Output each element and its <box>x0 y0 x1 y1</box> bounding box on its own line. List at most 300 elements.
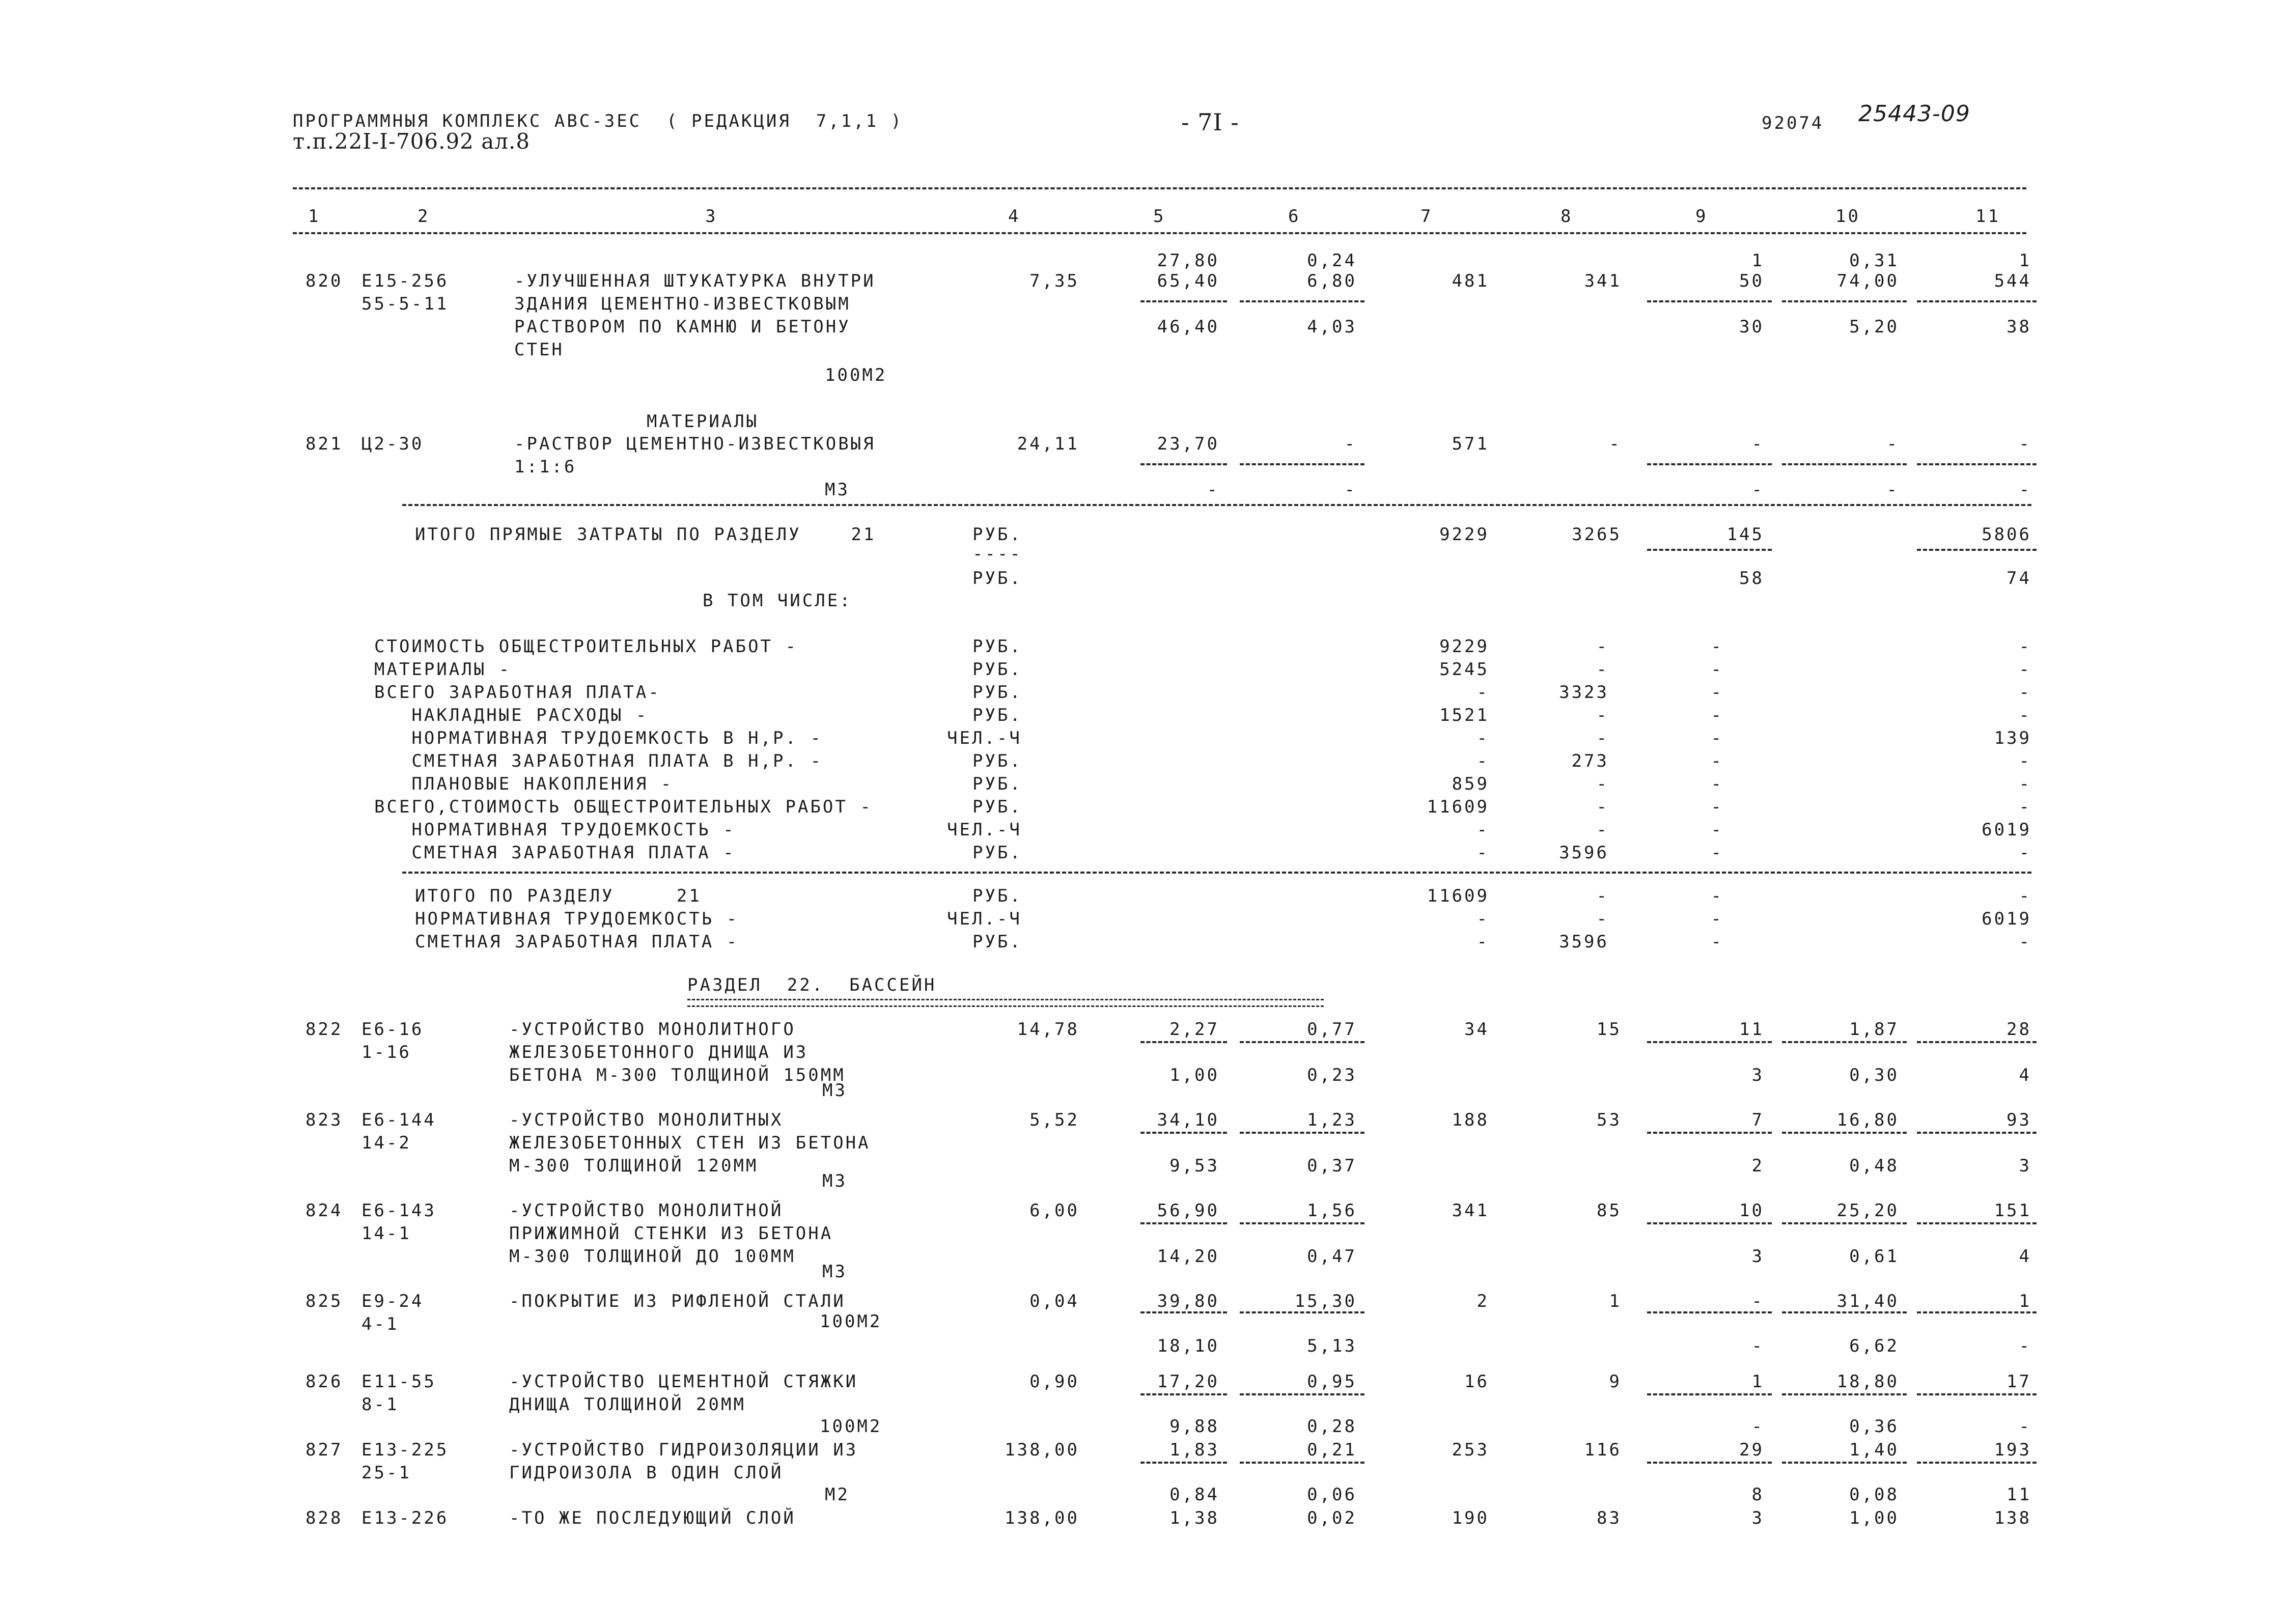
cell-c10: 31,40 <box>1836 1291 1899 1311</box>
cell-c9: - <box>1711 636 1723 657</box>
cell-c7: 481 <box>1452 271 1489 291</box>
subtotal-rule <box>1240 1462 1364 1464</box>
subtotal-rule <box>1782 1222 1907 1224</box>
cell-c11: - <box>2019 434 2031 454</box>
cell-c9: - <box>1711 886 1723 906</box>
subtotal-rule <box>1782 1132 1907 1134</box>
cell-c9: - <box>1711 843 1723 863</box>
cell-c6: 6,80 <box>1307 271 1357 291</box>
cell-c8: 273 <box>1571 751 1609 771</box>
subtotal-rule <box>1647 549 1772 551</box>
subtotal-rule <box>1782 1041 1907 1043</box>
cell-c11: - <box>2019 636 2031 657</box>
item-description: -УСТРОЙСТВО МОНОЛИТНОЙ <box>509 1200 784 1221</box>
subtotal-rule <box>1140 1222 1227 1224</box>
project-code: т.п.22I-I-706.92 ал.8 <box>293 129 531 154</box>
cell-b5: 1,00 <box>1169 1065 1219 1085</box>
cell-c11: 139 <box>1994 728 2031 748</box>
cell-c11: 193 <box>1994 1440 2031 1460</box>
total-row-unit: РУБ. <box>972 886 1022 906</box>
cell-c11: - <box>2019 682 2031 703</box>
cell-c4: 138,00 <box>1005 1440 1079 1460</box>
cell-c7: 253 <box>1452 1440 1489 1460</box>
subtotal-rule <box>1782 463 1907 465</box>
cell-c7: - <box>1476 843 1489 863</box>
cell-c4: 5,52 <box>1029 1110 1079 1130</box>
cell-c11: - <box>2019 751 2031 771</box>
cell-b9: 3 <box>1751 1065 1764 1085</box>
cell-c7: - <box>1476 820 1489 840</box>
item-subcode: 8-1 <box>361 1394 399 1415</box>
item-subcode: 4-1 <box>361 1314 399 1334</box>
cell-c5: 1,38 <box>1169 1508 1219 1528</box>
item-description: -УСТРОЙСТВО МОНОЛИТНОГО <box>509 1019 796 1040</box>
cell-b11: 4 <box>2019 1065 2031 1085</box>
cell-c10: 1,87 <box>1849 1019 1899 1040</box>
cell-c7: 16 <box>1464 1371 1489 1392</box>
cell-6-top: 0,24 <box>1307 250 1357 271</box>
item-number: 828 <box>305 1508 343 1528</box>
summary-row-unit: РУБ. <box>972 843 1022 863</box>
cell-b5: 46,40 <box>1157 317 1219 337</box>
cell-c7: 188 <box>1452 1110 1489 1130</box>
cell-b5: 0,84 <box>1169 1485 1219 1505</box>
page-number: - 7I - <box>1181 108 1239 136</box>
subtotal-rule <box>1782 1311 1907 1313</box>
subtotal-rule <box>1917 1041 2037 1043</box>
item-code: Е6-16 <box>361 1019 424 1040</box>
document-number: 92074 <box>1762 113 1824 133</box>
cell-c11: - <box>2019 886 2031 906</box>
subtotal-rule <box>1140 463 1227 465</box>
cell-c6: 0,21 <box>1307 1440 1357 1460</box>
summary-row-label: ВСЕГО,СТОИМОСТЬ ОБЩЕСТРОИТЕЛЬНЫХ РАБОТ - <box>374 797 873 817</box>
cell-c7: 11609 <box>1427 797 1489 817</box>
cell-c11: - <box>2019 705 2031 725</box>
total-row-label: НОРМАТИВНАЯ ТРУДОЕМКОСТЬ - <box>415 909 739 929</box>
cell-b11: 4 <box>2019 1246 2031 1267</box>
subtotal-rule <box>1240 1041 1364 1043</box>
cell-c11: - <box>2019 774 2031 794</box>
cell-c9: - <box>1711 774 1723 794</box>
cell-c7: - <box>1476 728 1489 748</box>
column-header-2: 2 <box>417 206 430 227</box>
cell-c8: 9 <box>1609 1371 1622 1392</box>
subtotal-rule <box>1917 463 2037 465</box>
cell-b11: - <box>2019 1416 2031 1437</box>
cell-10-top: 0,31 <box>1849 250 1899 271</box>
cell-c9: 10 <box>1739 1200 1764 1221</box>
summary-row-label: СМЕТНАЯ ЗАРАБОТНАЯ ПЛАТА В Н,Р. - <box>374 751 823 771</box>
cell-c4: 6,00 <box>1029 1200 1079 1221</box>
item-subcode: 55-5-11 <box>361 294 449 314</box>
item-unit: М3 <box>825 480 850 500</box>
subtotal-rule <box>1917 549 2037 551</box>
cell-b10: 0,36 <box>1849 1416 1899 1437</box>
cell-b10: 5,20 <box>1849 317 1899 337</box>
cell-c10: 25,20 <box>1836 1200 1899 1221</box>
cell-c8: - <box>1596 659 1609 680</box>
item-unit: 100М2 <box>820 1416 882 1437</box>
cell-c10: 1,40 <box>1849 1440 1899 1460</box>
item-number: 827 <box>305 1440 343 1460</box>
cell-c11: 17 <box>2007 1371 2031 1392</box>
subtotal-rule <box>1647 1041 1772 1043</box>
column-header-11: 11 <box>1975 206 2000 227</box>
cell-b10: - <box>1886 480 1899 500</box>
item-unit: 100М2 <box>820 1311 882 1332</box>
cell-b9: 8 <box>1751 1485 1764 1505</box>
item-description: -ПОКРЫТИЕ ИЗ РИФЛЕНОЙ СТАЛИ <box>509 1291 846 1311</box>
cell-c7: 5245 <box>1439 659 1489 680</box>
cell-c9: - <box>1751 1291 1764 1311</box>
subtotal-rule <box>1782 300 1907 302</box>
subtotal-rule <box>1140 1311 1227 1313</box>
subtotal-rule <box>1917 1222 2037 1224</box>
cell-c9: 3 <box>1751 1508 1764 1528</box>
item-description: -РАСТВОР ЦЕМЕНТНО-ИЗВЕСТКОВЫЯ <box>514 434 876 454</box>
cell-b6: - <box>1344 480 1357 500</box>
subtotal-rule <box>1782 1462 1907 1464</box>
cell-c9: - <box>1711 932 1723 952</box>
cell-c5: 23,70 <box>1157 434 1219 454</box>
item-subcode: 25-1 <box>361 1463 411 1483</box>
item-code: Е9-24 <box>361 1291 424 1311</box>
cell-c11: 544 <box>1994 271 2031 291</box>
cell-c9: - <box>1751 434 1764 454</box>
subtotal-rule <box>1240 1222 1364 1224</box>
cell-c7: - <box>1476 751 1489 771</box>
item-number: 820 <box>305 271 343 291</box>
cell-b6: 0,06 <box>1307 1485 1357 1505</box>
item-code: Е6-144 <box>361 1110 436 1130</box>
item-unit: М3 <box>822 1262 847 1282</box>
cell-b11: 38 <box>2007 317 2031 337</box>
cell-c10: 16,80 <box>1836 1110 1899 1130</box>
cell-c4: 0,04 <box>1029 1291 1079 1311</box>
summary-row-label: ПЛАНОВЫЕ НАКОПЛЕНИЯ - <box>374 774 674 794</box>
summary-row-label: НОРМАТИВНАЯ ТРУДОЕМКОСТЬ - <box>374 820 736 840</box>
subtotal-rule <box>1647 1132 1772 1134</box>
cell-b9: - <box>1751 1416 1764 1437</box>
section-rule <box>402 872 2031 874</box>
cell-c8: - <box>1596 774 1609 794</box>
cell-c6: 0,95 <box>1307 1371 1357 1392</box>
materials-heading: МАТЕРИАЛЫ <box>647 411 759 432</box>
section-title: РАЗДЕЛ 22. БАССЕЙН <box>687 975 937 995</box>
subtotal-rule <box>1240 1311 1364 1313</box>
item-number: 825 <box>305 1291 343 1311</box>
section-rule <box>402 504 2031 506</box>
summary-row-label: СМЕТНАЯ ЗАРАБОТНАЯ ПЛАТА - <box>374 843 736 863</box>
subtotal-rule <box>1140 1462 1227 1464</box>
cell-c9: - <box>1711 820 1723 840</box>
item-code: Е13-225 <box>361 1440 449 1460</box>
cell-c8: 116 <box>1584 1440 1622 1460</box>
cell-c11: 93 <box>2007 1110 2031 1130</box>
subtotal-rule <box>1647 1222 1772 1224</box>
subtotal-rule <box>1140 300 1227 302</box>
cell-b5: 14,20 <box>1157 1246 1219 1267</box>
subtotal-rule <box>1917 1132 2037 1134</box>
summary-row-unit: ЧЕЛ.-Ч <box>947 728 1022 748</box>
cell-c8: - <box>1596 636 1609 657</box>
cell-c8: 3596 <box>1559 932 1609 952</box>
cell-c11: 28 <box>2007 1019 2031 1040</box>
subtotal-rule <box>1917 1393 2037 1395</box>
cell-c7: - <box>1476 932 1489 952</box>
column-header-10: 10 <box>1835 206 1860 227</box>
item-description: -УСТРОЙСТВО МОНОЛИТНЫХ <box>509 1110 784 1130</box>
item-subcode: 14-1 <box>361 1223 411 1244</box>
item-number: 826 <box>305 1371 343 1392</box>
total-row-unit: РУБ. <box>972 932 1022 952</box>
item-code: Е11-55 <box>361 1371 436 1392</box>
subtotal-rule <box>1647 463 1772 465</box>
cell-b9: 2 <box>1751 1156 1764 1176</box>
cell-c8: - <box>1596 886 1609 906</box>
cell-b9: - <box>1751 480 1764 500</box>
item-description: М-300 ТОЛЩИНОЙ ДО 100ММ <box>509 1246 796 1267</box>
subtotal-rule <box>1647 1462 1772 1464</box>
column-header-3: 3 <box>705 206 718 227</box>
summary-title: ИТОГО ПРЯМЫЕ ЗАТРАТЫ ПО РАЗДЕЛУ 21 <box>415 524 876 545</box>
cell-c7: 9229 <box>1439 636 1489 657</box>
summary-unit: РУБ. <box>972 568 1022 589</box>
cell-c7: - <box>1476 682 1489 703</box>
cell-b11: - <box>2019 480 2031 500</box>
item-description: ЖЕЛЕЗОБЕТОННОГО ДНИЩА ИЗ <box>509 1042 809 1062</box>
cell-b6: 4,03 <box>1307 317 1357 337</box>
subtotal-rule <box>1240 1393 1364 1395</box>
cell-b10: 0,48 <box>1849 1156 1899 1176</box>
summary-subheading: В ТОМ ЧИСЛЕ: <box>703 591 852 611</box>
cell-b6: 0,47 <box>1307 1246 1357 1267</box>
item-unit: М2 <box>825 1485 850 1505</box>
cell-c6: 1,56 <box>1307 1200 1357 1221</box>
cell-c4: 7,35 <box>1029 271 1079 291</box>
item-description: ЖЕЛЕЗОБЕТОННЫХ СТЕН ИЗ БЕТОНА <box>509 1133 871 1153</box>
item-code: Е13-226 <box>361 1508 449 1528</box>
cell-c5: 2,27 <box>1169 1019 1219 1040</box>
cell-b11: 3 <box>2019 1156 2031 1176</box>
cell-c4: 24,11 <box>1017 434 1079 454</box>
summary-row-unit: РУБ. <box>972 659 1022 680</box>
cell-c11: 6019 <box>1982 909 2031 929</box>
cell-c9: - <box>1711 751 1723 771</box>
cell-c5: 34,10 <box>1157 1110 1219 1130</box>
cell-c7: 341 <box>1452 1200 1489 1221</box>
item-subcode: 14-2 <box>361 1133 411 1153</box>
subtotal-rule <box>1240 463 1364 465</box>
cell-c8: 3596 <box>1559 843 1609 863</box>
column-header-8: 8 <box>1561 206 1573 227</box>
cell-c11: - <box>2019 797 2031 817</box>
cell-b11: 74 <box>2007 568 2031 589</box>
cell-c6: 0,77 <box>1307 1019 1357 1040</box>
summary-row-label: МАТЕРИАЛЫ - <box>374 659 512 680</box>
cell-b10: 0,61 <box>1849 1246 1899 1267</box>
cell-b6: 5,13 <box>1307 1336 1357 1356</box>
cell-c11: - <box>2019 932 2031 952</box>
cell-b6: 0,23 <box>1307 1065 1357 1085</box>
cell-c9: 50 <box>1739 271 1764 291</box>
summary-row-unit: РУБ. <box>972 774 1022 794</box>
cell-c8: - <box>1596 728 1609 748</box>
cell-b9: - <box>1751 1336 1764 1356</box>
program-title: ПРОГРАММНЫЯ КОМПЛЕКС АВС-ЗЕС ( РЕДАКЦИЯ 7,1,1 ) <box>293 111 904 131</box>
item-number: 824 <box>305 1200 343 1221</box>
cell-c7: 11609 <box>1427 886 1489 906</box>
item-number: 823 <box>305 1110 343 1130</box>
summary-unit: РУБ. <box>972 524 1022 545</box>
subtotal-rule <box>1647 1311 1772 1313</box>
cell-b5: 18,10 <box>1157 1336 1219 1356</box>
cell-c9: 145 <box>1726 524 1764 545</box>
cell-c8: - <box>1609 434 1622 454</box>
item-description: ПРИЖИМНОЙ СТЕНКИ ИЗ БЕТОНА <box>509 1223 833 1244</box>
item-unit: М3 <box>822 1171 847 1191</box>
cell-c6: 0,02 <box>1307 1508 1357 1528</box>
cell-c8: - <box>1596 909 1609 929</box>
cell-b9: 3 <box>1751 1246 1764 1267</box>
cell-c6: - <box>1344 434 1357 454</box>
cell-c9: 1 <box>1751 1371 1764 1392</box>
column-header-6: 6 <box>1288 206 1301 227</box>
cell-b10: 0,30 <box>1849 1065 1899 1085</box>
subtotal-rule <box>1140 1132 1227 1134</box>
subtotal-rule <box>1647 1393 1772 1395</box>
column-header-7: 7 <box>1420 206 1433 227</box>
cell-c8: 341 <box>1584 271 1622 291</box>
cell-c11: - <box>2019 659 2031 680</box>
cell-c9: - <box>1711 682 1723 703</box>
cell-c9: - <box>1711 705 1723 725</box>
cell-c10: 18,80 <box>1836 1371 1899 1392</box>
summary-row-unit: РУБ. <box>972 751 1022 771</box>
item-unit: М3 <box>822 1080 847 1101</box>
item-description: -УЛУЧШЕННАЯ ШТУКАТУРКА ВНУТРИ <box>514 271 876 291</box>
cell-c4: 138,00 <box>1005 1508 1079 1528</box>
subtotal-rule <box>1240 300 1364 302</box>
subtotal-rule <box>1140 1041 1227 1043</box>
item-number: 821 <box>305 434 343 454</box>
cell-c8: 1 <box>1609 1291 1622 1311</box>
subtotal-rule <box>1917 1462 2037 1464</box>
item-code: Е6-143 <box>361 1200 436 1221</box>
summary-row-unit: ЧЕЛ.-Ч <box>947 820 1022 840</box>
cell-c8: 3265 <box>1572 524 1622 545</box>
cell-b5: - <box>1207 480 1219 500</box>
summary-row-label: НАКЛАДНЫЕ РАСХОДЫ - <box>374 705 649 725</box>
summary-row-label: НОРМАТИВНАЯ ТРУДОЕМКОСТЬ В Н,Р. - <box>374 728 823 748</box>
subtotal-rule <box>1240 1132 1364 1134</box>
cell-c4: 0,90 <box>1029 1371 1079 1392</box>
summary-unit-rule: ---- <box>972 544 1022 564</box>
cell-c8: 15 <box>1597 1019 1622 1040</box>
cell-c7: 1521 <box>1439 705 1489 725</box>
summary-row-unit: РУБ. <box>972 797 1022 817</box>
total-row-label: ИТОГО ПО РАЗДЕЛУ 21 <box>415 886 702 906</box>
header-rule-bottom <box>293 232 2026 234</box>
summary-row-unit: РУБ. <box>972 636 1022 657</box>
cell-c5: 17,20 <box>1157 1371 1219 1392</box>
cell-b10: 0,08 <box>1849 1485 1899 1505</box>
cell-c4: 14,78 <box>1017 1019 1079 1040</box>
cell-c11: - <box>2019 843 2031 863</box>
cell-b5: 9,53 <box>1169 1156 1219 1176</box>
cell-c9: - <box>1711 659 1723 680</box>
cell-b11: - <box>2019 1336 2031 1356</box>
cell-9-top: 1 <box>1751 250 1764 271</box>
subtotal-rule <box>1140 1393 1227 1395</box>
item-subcode: 1-16 <box>361 1042 411 1062</box>
item-description: -УСТРОЙСТВО ЦЕМЕНТНОЙ СТЯЖКИ <box>509 1371 858 1392</box>
summary-row-label: СТОИМОСТЬ ОБЩЕСТРОИТЕЛЬНЫХ РАБОТ - <box>374 636 798 657</box>
summary-row-unit: РУБ. <box>972 682 1022 703</box>
cell-c9: 29 <box>1739 1440 1764 1460</box>
item-description: 1:1:6 <box>514 457 577 477</box>
cell-b9: 30 <box>1739 317 1764 337</box>
cell-c11: 1 <box>2019 1291 2031 1311</box>
cell-c8: - <box>1596 705 1609 725</box>
summary-row-label: ВСЕГО ЗАРАБОТНАЯ ПЛАТА- <box>374 682 661 703</box>
item-description: М-300 ТОЛЩИНОЙ 120ММ <box>509 1156 759 1176</box>
cell-c8: 3323 <box>1559 682 1609 703</box>
cell-c11: 138 <box>1994 1508 2031 1528</box>
cell-c5: 56,90 <box>1157 1200 1219 1221</box>
cell-c7: 34 <box>1464 1019 1489 1040</box>
cell-c8: - <box>1596 797 1609 817</box>
cell-c5: 65,40 <box>1157 271 1219 291</box>
total-row-label: СМЕТНАЯ ЗАРАБОТНАЯ ПЛАТА - <box>415 932 739 952</box>
cell-c8: 85 <box>1597 1200 1622 1221</box>
cell-c8: - <box>1596 820 1609 840</box>
total-row-unit: ЧЕЛ.-Ч <box>947 909 1022 929</box>
cell-11-top: 1 <box>2019 250 2031 271</box>
summary-row-unit: РУБ. <box>972 705 1022 725</box>
cell-b6: 0,37 <box>1307 1156 1357 1176</box>
cell-c7: 571 <box>1452 434 1489 454</box>
cell-5-top: 27,80 <box>1157 250 1219 271</box>
subtotal-rule <box>1647 300 1772 302</box>
section-title-underline <box>687 999 1324 1007</box>
item-description: СТЕН <box>514 340 564 360</box>
item-description: -ТО ЖЕ ПОСЛЕДУЮЩИЙ СЛОЙ <box>509 1508 796 1528</box>
column-header-5: 5 <box>1153 206 1166 227</box>
cell-b11: 11 <box>2007 1485 2031 1505</box>
item-description: БЕТОНА М-300 ТОЛЩИНОЙ 150ММ <box>509 1065 846 1085</box>
item-unit: 100М2 <box>825 365 887 385</box>
column-header-4: 4 <box>1008 206 1021 227</box>
cell-c10: 74,00 <box>1836 271 1899 291</box>
cell-c9: - <box>1711 909 1723 929</box>
cell-c8: 83 <box>1597 1508 1622 1528</box>
cell-c11: 6019 <box>1982 820 2031 840</box>
cell-b10: 6,62 <box>1849 1336 1899 1356</box>
cell-c11: 5806 <box>1982 524 2031 545</box>
cell-c8: 53 <box>1597 1110 1622 1130</box>
cell-c7: 9229 <box>1439 524 1489 545</box>
column-header-1: 1 <box>308 206 321 227</box>
subtotal-rule <box>1917 300 2037 302</box>
item-code: Е15-256 <box>361 271 449 291</box>
cell-b5: 9,88 <box>1169 1416 1219 1437</box>
cell-c9: - <box>1711 797 1723 817</box>
cell-c5: 39,80 <box>1157 1291 1219 1311</box>
cell-c10: - <box>1886 434 1899 454</box>
cell-c9: 11 <box>1739 1019 1764 1040</box>
